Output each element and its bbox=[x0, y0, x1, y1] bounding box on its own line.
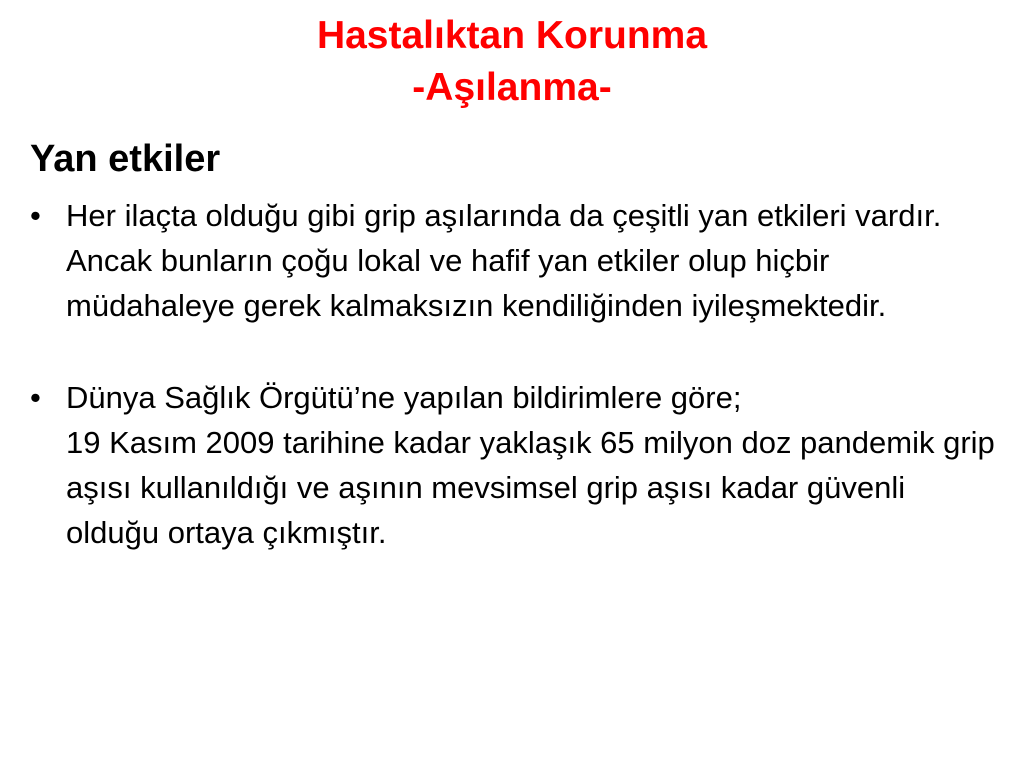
bullet-list bbox=[30, 193, 1005, 555]
bullet-text bbox=[66, 193, 1005, 328]
bullet-icon: • bbox=[30, 380, 41, 415]
title-line-2: -Aşılanma- bbox=[412, 66, 612, 109]
section-heading: Yan etkiler bbox=[30, 138, 221, 180]
bullet-item bbox=[30, 193, 1005, 328]
bullet-text-content: Dünya Sağlık Örgütü’ne yapılan bildirimlere göre; 19 Kasım 2009 tarihine kadar yaklaşık 65 milyon doz pandemik grip aşısı kullanıldığı ve aşının mevsimsel grip aşısı kadar güvenli olduğu ortaya çıkmıştır. bbox=[66, 380, 995, 550]
bullet-text-content: Her ilaçta olduğu gibi grip aşılarında da çeşitli yan etkileri vardır. Ancak bunların çoğu lokal ve hafif yan etkiler olup hiçbir müdahaleye gerek kalmaksızın kendiliğinden iyileşmektedir. bbox=[66, 198, 942, 323]
bullet-icon: • bbox=[30, 198, 41, 233]
bullet-item bbox=[30, 375, 1005, 555]
title-line-1: Hastalıktan Korunma bbox=[316, 14, 708, 57]
slide-title bbox=[0, 10, 1024, 114]
bullet-text bbox=[66, 375, 1005, 555]
